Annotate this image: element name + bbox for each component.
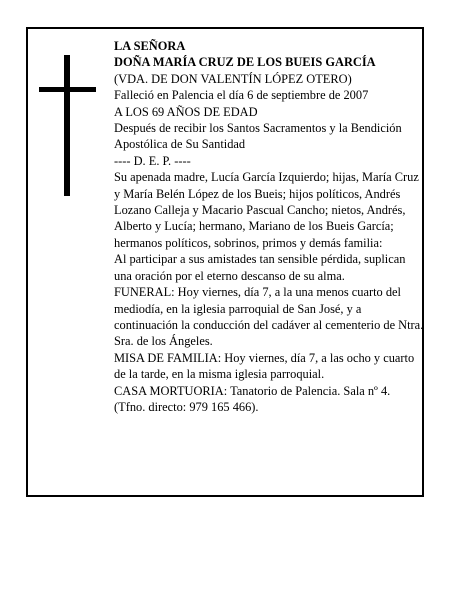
age-line: A LOS 69 AÑOS DE EDAD — [114, 104, 258, 119]
cross-icon — [64, 55, 70, 196]
funeral-paragraph: FUNERAL: Hoy viernes, día 7, a la una menos cuarto del mediodía, en la iglesia parroquial de San José, y a continuación la conducción del cadáver al cementerio de Ntra. Sra. de los Ángeles. — [114, 285, 424, 349]
obituary-text — [114, 38, 424, 415]
request-paragraph: Al participar a sus amistades tan sensible pérdida, suplican una oración por el eterno descanso de su alma. — [114, 252, 406, 283]
mortuary-paragraph: CASA MORTUORIA: Tanatorio de Palencia. Sala nº 4. (Tfno. directo: 979 165 466). — [114, 383, 391, 414]
rip-line: ---- D. E. P. ---- — [114, 153, 191, 168]
deceased-name: DOÑA MARÍA CRUZ DE LOS BUEIS GARCÍA — [114, 55, 376, 70]
mass-paragraph: MISA DE FAMILIA: Hoy viernes, día 7, a las ocho y cuarto de la tarde, en la misma iglesia parroquial. — [114, 350, 415, 382]
cross-icon-crossbar — [39, 87, 96, 92]
death-line: Falleció en Palencia el día 6 de septiembre de 2007 — [114, 88, 369, 103]
title-line: LA SEÑORA — [114, 39, 186, 53]
widow-line: (VDA. DE DON VALENTÍN LÓPEZ OTERO) — [114, 71, 352, 86]
family-paragraph: Su apenada madre, Lucía García Izquierdo; hijas, María Cruz y María Belén López de los Bueis; hijos políticos, Andrés Lozano Calleja y Macario Pascual Cancho; nietos, Andrés, Alberto y Lucía; hermano, Mariano de los Bueis García; hermanos políticos, sobrinos, primos y demás familia: — [114, 170, 419, 250]
sacraments-paragraph: Después de recibir los Santos Sacramentos y la Bendición Apostólica de Su Santidad — [114, 121, 402, 152]
